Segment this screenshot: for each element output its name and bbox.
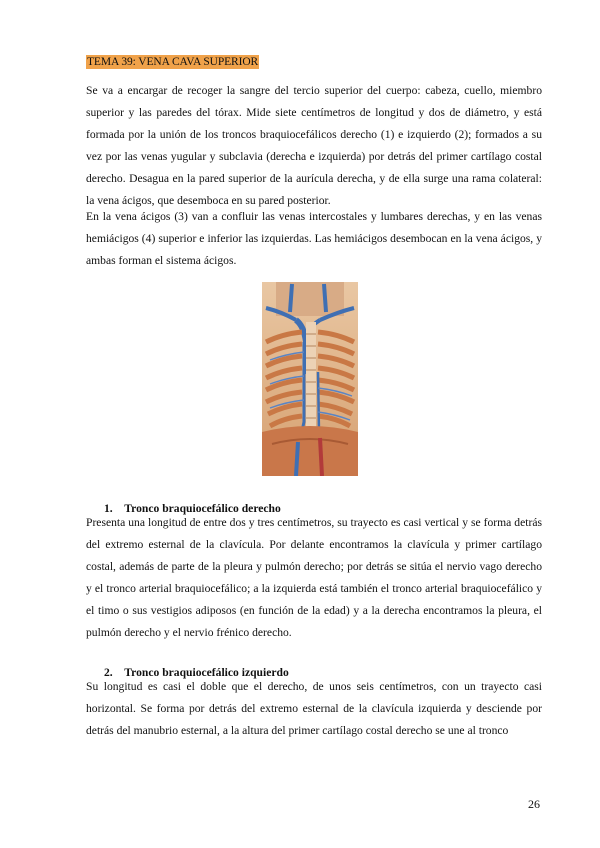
section-number-1: 1. bbox=[104, 502, 113, 515]
section-paragraph-1: Presenta una longitud de entre dos y tres centímetros, su trayecto es casi vertical y se forma detrás del extremo esternal de la clavícula. Por delante encontramos la clavícula y primer cartílago costal, además de parte de la pleura y pulmón derecho; por detrás se sitúa el nervio vago derecho y el tronco arterial braquiocefálico; a la izquierda está también el tronco arterial braquiocefálico y el timo o sus vestigios adiposos (en función de la edad) y a la derecha encontramos la pleura, el pulmón derecho y el nervio frénico derecho. bbox=[86, 516, 542, 639]
section-title-2: Tronco braquiocefálico izquierdo bbox=[124, 666, 289, 679]
page-number: 26 bbox=[528, 797, 540, 811]
intro-paragraph-2: En la vena ácigos (3) van a confluir las venas intercostales y lumbares derechas, y en las venas hemiácigos (4) superior e inferior las izquierdas. Las hemiácigos desembocan en la vena ácigos, y ambas forman el sistema ácigos. bbox=[86, 210, 542, 267]
section-title-1: Tronco braquiocefálico derecho bbox=[124, 502, 281, 515]
intro-paragraph-1: Se va a encargar de recoger la sangre del tercio superior del cuerpo: cabeza, cuello, miembro superior y las paredes del tórax. Mide siete centímetros de longitud y dos de diámetro, y está formada por la unión de los troncos braquiocefálicos derecho (1) e izquierdo (2); formados a su vez por las venas yugular y subclavia (derecha e izquierda) por detrás del primer cartílago costal derecho. Desagua en la pared superior de la aurícula derecha, y de ella surge una rama colateral: la vena ácigos, que desemboca en su pared posterior. bbox=[86, 84, 542, 207]
page-title: TEMA 39: VENA CAVA SUPERIOR bbox=[87, 56, 259, 68]
section-paragraph-2: Su longitud es casi el doble que el derecho, de unos seis centímetros, con un trayecto casi horizontal. Se forma por detrás del extremo esternal de la clavícula izquierda y desciende por detrás del manubrio esternal, a la altura del primer cartílago costal derecho se une al tronco bbox=[86, 680, 542, 737]
anatomy-figure-azygos-system bbox=[262, 282, 358, 476]
section-number-2: 2. bbox=[104, 666, 113, 679]
